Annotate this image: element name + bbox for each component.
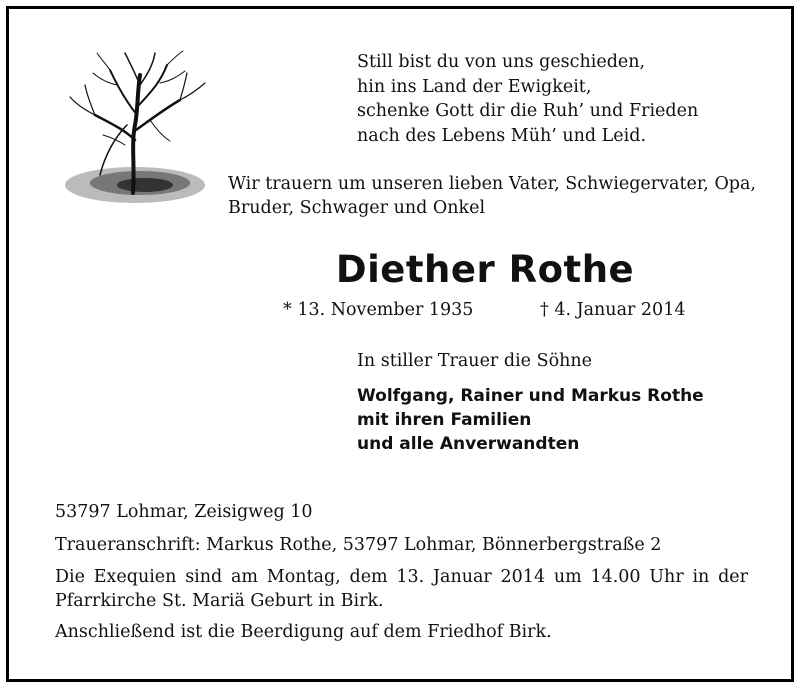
mourning-text: Wir trauern um unseren lieben Vater, Schwiegervater, Opa, Bruder, Schwager und Onkel <box>228 174 756 218</box>
poem <box>357 50 698 148</box>
poem-line: nach des Lebens Müh’ und Leid. <box>357 125 647 146</box>
bereaved-intro: In stiller Trauer die Söhne <box>357 351 593 371</box>
tree-illustration <box>55 45 215 215</box>
bereaved-names <box>357 384 704 456</box>
funeral-mass-info: Die Exequien sind am Montag, dem 13. Januar 2014 um 14.00 Uhr in der Pfarrkirche St. Mariä Geburt in Birk. <box>55 567 748 611</box>
birth-date: * 13. November 1935 <box>283 300 474 320</box>
death-date: † 4. Januar 2014 <box>540 300 686 320</box>
burial-info: Anschließend ist die Beerdigung auf dem Friedhof Birk. <box>55 622 552 642</box>
home-address: 53797 Lohmar, Zeisigweg 10 <box>55 502 313 522</box>
bereaved-line: Wolfgang, Rainer und Markus Rothe <box>357 386 704 406</box>
poem-line: hin ins Land der Ewigkeit, <box>357 76 592 97</box>
deceased-name: Diether Rothe <box>335 248 635 291</box>
poem-line: Still bist du von uns geschieden, <box>357 52 646 72</box>
poem-line: schenke Gott dir die Ruh’ und Frieden <box>357 101 699 121</box>
bereaved-line: und alle Anverwandten <box>357 434 580 454</box>
condolence-address: Traueranschrift: Markus Rothe, 53797 Lohmar, Bönnerbergstraße 2 <box>55 535 662 555</box>
bereaved-line: mit ihren Familien <box>357 410 532 430</box>
